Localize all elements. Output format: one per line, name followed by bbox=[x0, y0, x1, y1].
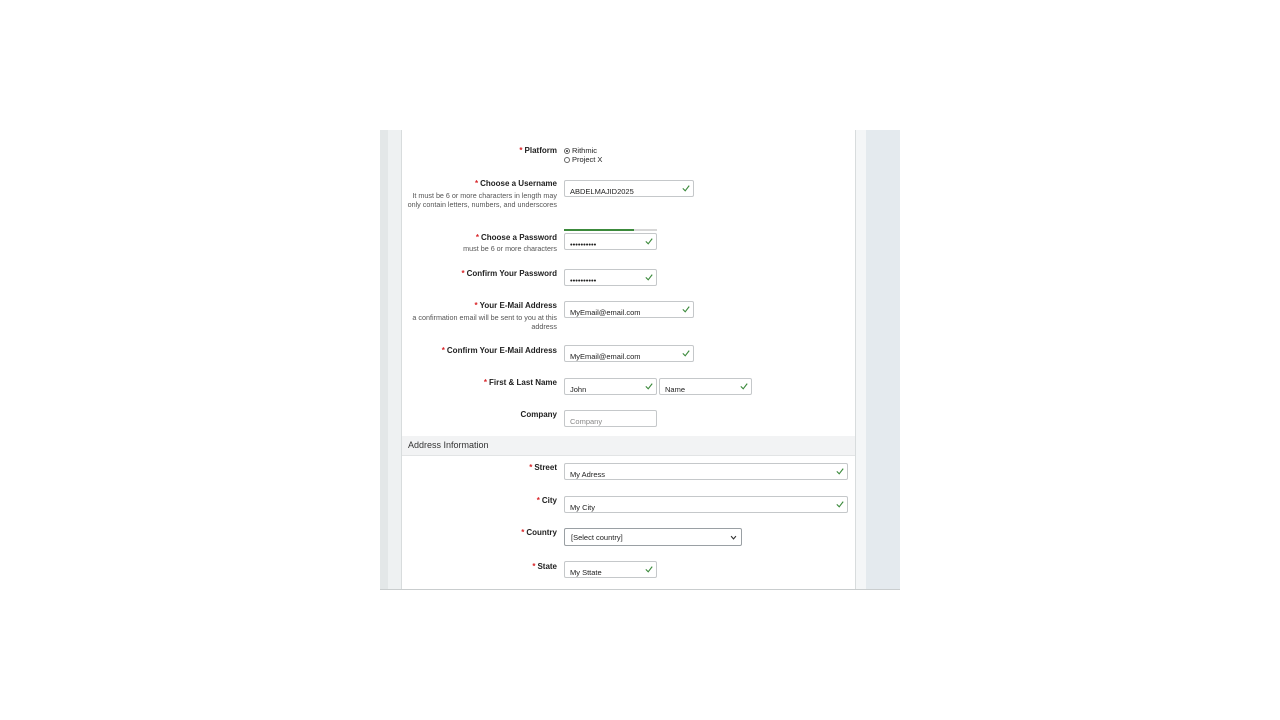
company-label: Company bbox=[520, 410, 557, 419]
browser-viewport bbox=[380, 130, 900, 590]
valid-check-icon bbox=[645, 273, 653, 281]
country-label: * Country bbox=[521, 528, 557, 537]
email-field[interactable] bbox=[564, 301, 694, 318]
valid-check-icon bbox=[682, 305, 690, 313]
state-input[interactable] bbox=[565, 565, 656, 580]
state-label: * State bbox=[532, 562, 557, 571]
radio-unselected-icon[interactable] bbox=[564, 157, 570, 163]
confirm-email-field[interactable] bbox=[564, 345, 694, 362]
radio-selected-icon[interactable] bbox=[564, 148, 570, 154]
valid-check-icon bbox=[836, 500, 844, 508]
street-label: * Street bbox=[529, 463, 557, 472]
valid-check-icon bbox=[682, 349, 690, 357]
valid-check-icon bbox=[740, 382, 748, 390]
name-label: * First & Last Name bbox=[483, 378, 557, 387]
street-input[interactable] bbox=[565, 467, 847, 482]
confirm-password-input[interactable] bbox=[565, 273, 656, 288]
left-gutter bbox=[380, 130, 388, 589]
company-input[interactable] bbox=[565, 414, 656, 429]
password-field[interactable] bbox=[564, 233, 657, 250]
city-label: * City bbox=[536, 496, 557, 505]
username-hint: It must be 6 or more characters in length may only contain letters, numbers, and underscores bbox=[407, 191, 557, 209]
confirm-email-input[interactable] bbox=[565, 349, 693, 364]
right-gutter bbox=[866, 130, 900, 589]
platform-label: * Platform bbox=[519, 146, 557, 155]
valid-check-icon bbox=[645, 565, 653, 573]
valid-check-icon bbox=[836, 467, 844, 475]
chevron-down-icon bbox=[730, 534, 737, 541]
address-section-header bbox=[402, 436, 855, 456]
password-label: * Choose a Password bbox=[475, 233, 557, 242]
state-field[interactable] bbox=[564, 561, 657, 578]
address-section-title: Address Information bbox=[408, 440, 489, 450]
registration-form bbox=[402, 130, 855, 589]
last-name-field[interactable] bbox=[659, 378, 752, 395]
confirm-email-label: * Confirm Your E-Mail Address bbox=[441, 346, 557, 355]
valid-check-icon bbox=[645, 237, 653, 245]
first-name-field[interactable] bbox=[564, 378, 657, 395]
company-field[interactable] bbox=[564, 410, 657, 427]
password-input[interactable] bbox=[565, 237, 656, 252]
city-field[interactable] bbox=[564, 496, 848, 513]
confirm-password-label: * Confirm Your Password bbox=[461, 269, 557, 278]
left-margin bbox=[388, 130, 402, 589]
email-label: * Your E-Mail Address bbox=[474, 301, 557, 310]
country-select[interactable]: [Select country] bbox=[564, 528, 742, 546]
username-input[interactable] bbox=[565, 184, 693, 199]
confirm-password-field[interactable] bbox=[564, 269, 657, 286]
username-field[interactable] bbox=[564, 180, 694, 197]
street-field[interactable] bbox=[564, 463, 848, 480]
username-label: * Choose a Username bbox=[474, 179, 557, 188]
platform-option-project-x[interactable]: Project X bbox=[564, 155, 602, 164]
password-strength-meter bbox=[564, 229, 657, 231]
city-input[interactable] bbox=[565, 500, 847, 515]
valid-check-icon bbox=[645, 382, 653, 390]
password-hint: must be 6 or more characters bbox=[463, 244, 557, 253]
email-input[interactable] bbox=[565, 305, 693, 320]
platform-option-rithmic[interactable]: Rithmic bbox=[564, 146, 597, 155]
email-hint: a confirmation email will be sent to you at this address bbox=[412, 313, 557, 331]
valid-check-icon bbox=[682, 184, 690, 192]
first-name-input[interactable] bbox=[565, 382, 656, 397]
last-name-input[interactable] bbox=[660, 382, 751, 397]
